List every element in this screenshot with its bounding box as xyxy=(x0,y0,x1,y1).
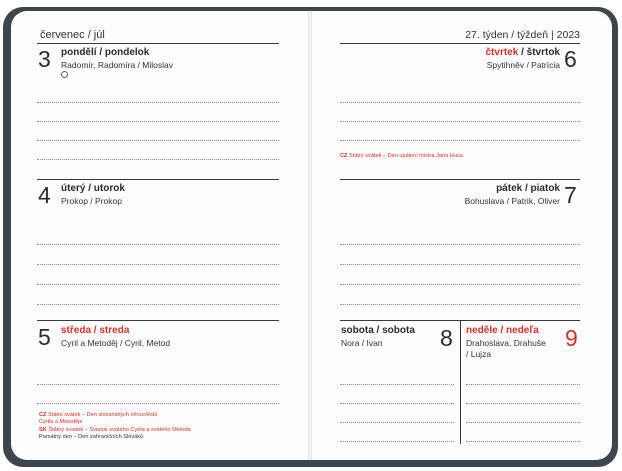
writing-line xyxy=(37,384,279,385)
day-3-rule xyxy=(37,43,279,44)
day-9-name: neděle / nedeľa xyxy=(466,325,539,336)
writing-line xyxy=(340,441,454,442)
writing-line xyxy=(340,384,454,385)
day-9-names-line1: Drahoslava, Drahuše xyxy=(466,338,546,348)
day-9-names-line2: / Lujza xyxy=(466,349,492,359)
day-8-names: Nora / Ivan xyxy=(341,338,383,348)
day-7-name: pátek / piatok xyxy=(496,183,560,194)
day-6-number: 6 xyxy=(564,46,577,72)
writing-line xyxy=(340,422,454,423)
day-3-name: pondělí / pondelok xyxy=(61,47,150,58)
writing-line xyxy=(37,264,279,265)
writing-line xyxy=(340,264,580,265)
day-8-number: 8 xyxy=(440,325,453,351)
writing-line xyxy=(340,121,580,122)
writing-line xyxy=(37,159,279,160)
writing-line xyxy=(466,422,580,423)
day-5-holiday-note: CZ Státní svátek – Den slovanských věrozvěstů Cyrila a Metoděje SK Štátny sviatok – Sviatok svätého Cyrila a svätého Metoda Památný den – Den zahraničních Slováků xyxy=(39,412,191,441)
day-5-number: 5 xyxy=(38,324,51,350)
day-4-rule xyxy=(37,179,279,180)
moon-phase-icon xyxy=(61,71,68,78)
day-7-number: 7 xyxy=(564,182,577,208)
day-9-number: 9 xyxy=(565,325,578,351)
writing-line xyxy=(466,441,580,442)
day-5-name: středa / streda xyxy=(61,325,130,336)
day-6-rule xyxy=(340,43,580,44)
day-6-names: Spytihněv / Patrícia xyxy=(486,60,560,70)
left-page xyxy=(11,11,309,460)
day-6-holiday-note: CZ Státní svátek – Den upálení mistra Jana Husa xyxy=(340,153,463,159)
day-7-names: Bohuslava / Patrik, Oliver xyxy=(464,196,560,206)
writing-line xyxy=(340,244,580,245)
day-4-name: úterý / utorok xyxy=(61,183,125,194)
writing-line xyxy=(37,102,279,103)
day-6-name: čtvrtek / štvrtok xyxy=(485,47,560,58)
day-4-number: 4 xyxy=(38,182,51,208)
writing-line xyxy=(37,121,279,122)
day-3-names: Radomír, Radomíra / Miloslav xyxy=(61,60,173,70)
writing-line xyxy=(340,403,454,404)
day-7-rule xyxy=(340,179,580,180)
day-3-number: 3 xyxy=(38,46,51,72)
weekend-divider xyxy=(460,320,461,444)
day-5-names: Cyril a Metoděj / Cyril, Metod xyxy=(61,338,171,348)
week-label: 27. týden / týždeň | 2023 xyxy=(465,29,580,41)
month-label: červenec / júl xyxy=(40,29,105,41)
day-4-names: Prokop / Prokop xyxy=(61,196,122,206)
writing-line xyxy=(466,403,580,404)
day-5-rule xyxy=(37,320,279,321)
writing-line xyxy=(466,384,580,385)
day-8-name: sobota / sobota xyxy=(341,325,415,336)
writing-line xyxy=(37,403,279,404)
writing-line xyxy=(37,304,279,305)
writing-line xyxy=(340,102,580,103)
writing-line xyxy=(37,244,279,245)
right-page xyxy=(311,11,612,460)
writing-line xyxy=(37,140,279,141)
writing-line xyxy=(340,284,580,285)
writing-line xyxy=(340,140,580,141)
spine xyxy=(308,11,312,460)
writing-line xyxy=(37,284,279,285)
writing-line xyxy=(340,304,580,305)
